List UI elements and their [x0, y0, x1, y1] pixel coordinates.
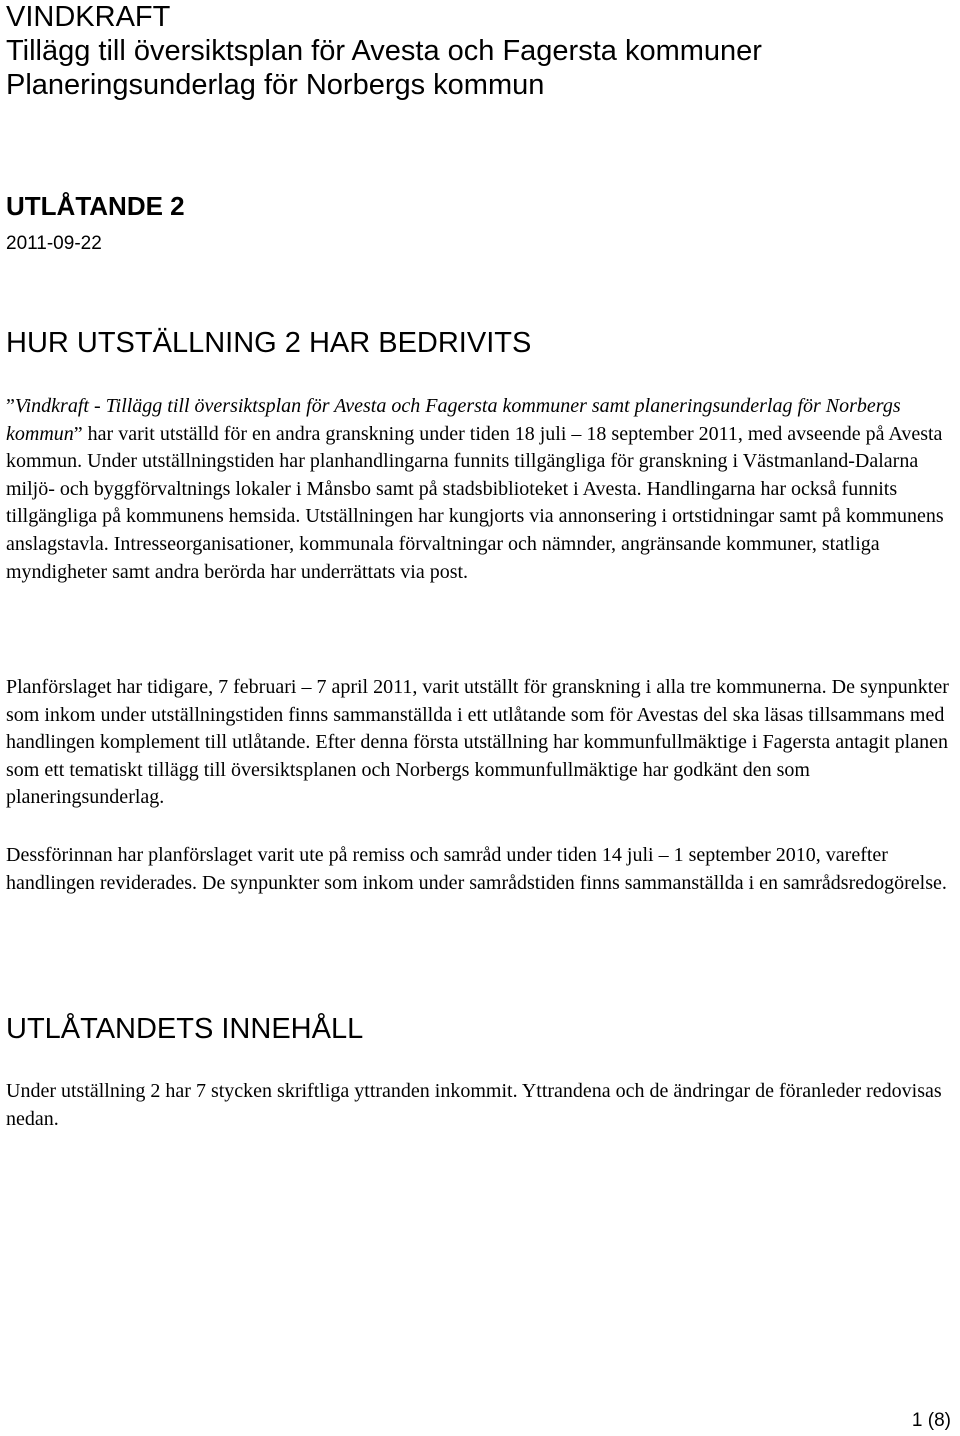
section-heading-contents: UTLÅTANDETS INNEHÅLL	[6, 1013, 364, 1045]
paragraph-exhibition-text: har varit utställd för en andra granskning under tiden 18 juli – 18 september 2011, med avseende på Avesta kommun. Under utställningstiden har planhandlingarna funnits tillgängliga för granskning i Västmanland-Dalarna miljö- och byggförvaltnings lokaler i Månsbo samt på stadsbiblioteket i Avesta. Handlingarna har också funnits tillgängliga på kommunens hemsida. Utställningen har kungjorts via annonsering i ortstidningar samt på kommunens anslagstavla. Intresseorganisationer, kommunala förvaltningar och nämnder, angränsande kommuner, statliga myndigheter samt andra berörda har underrättats via post.	[6, 422, 944, 583]
section-heading-exhibition: HUR UTSTÄLLNING 2 HAR BEDRIVITS	[6, 327, 532, 359]
paragraph-exhibition	[6, 393, 954, 586]
paragraph-consultation: Dessförinnan har planförslaget varit ute på remiss och samråd under tiden 14 juli – 1 september 2010, varefter handlingen reviderades. De synpunkter som inkom under samrådstiden finns sammanställda i en samrådsredogörelse.	[6, 844, 947, 894]
plan-title-italic: Vindkraft - Tillägg till översiktsplan för Avesta och Fagersta kommuner samt planeringsunderlag för Norbergs kommun	[6, 395, 901, 445]
paragraph-contents: Under utställning 2 har 7 stycken skriftliga yttranden inkommit. Yttrandena och de ändringar de föranleder redovisas nedan.	[6, 1080, 942, 1130]
title-line-1: VINDKRAFT	[6, 1, 171, 33]
open-quote: ”	[6, 395, 15, 417]
statement-label: UTLÅTANDE 2	[6, 191, 185, 221]
document-date: 2011-09-22	[6, 233, 102, 254]
title-line-2: Tillägg till översiktsplan för Avesta och Fagersta kommuner	[6, 35, 762, 67]
page-number: 1 (8)	[911, 1410, 951, 1431]
title-line-3: Planeringsunderlag för Norbergs kommun	[6, 69, 545, 101]
document-title	[6, 0, 762, 102]
paragraph-previous-exhibition: Planförslaget har tidigare, 7 februari – 7 april 2011, varit utställt för granskning i alla tre kommunerna. De synpunkter som inkom under utställningstiden finns sammanställda i ett utlåtande som för Avestas del ska läsas tillsammans med handlingen komplement till utlåtande. Efter denna första utställning har kommunfullmäktige i Fagersta antagit planen som ett tematiskt tillägg till översiktsplanen och Norbergs kommunfullmäktige har godkänt den som planeringsunderlag.	[6, 676, 949, 809]
close-quote: ”	[73, 422, 83, 445]
